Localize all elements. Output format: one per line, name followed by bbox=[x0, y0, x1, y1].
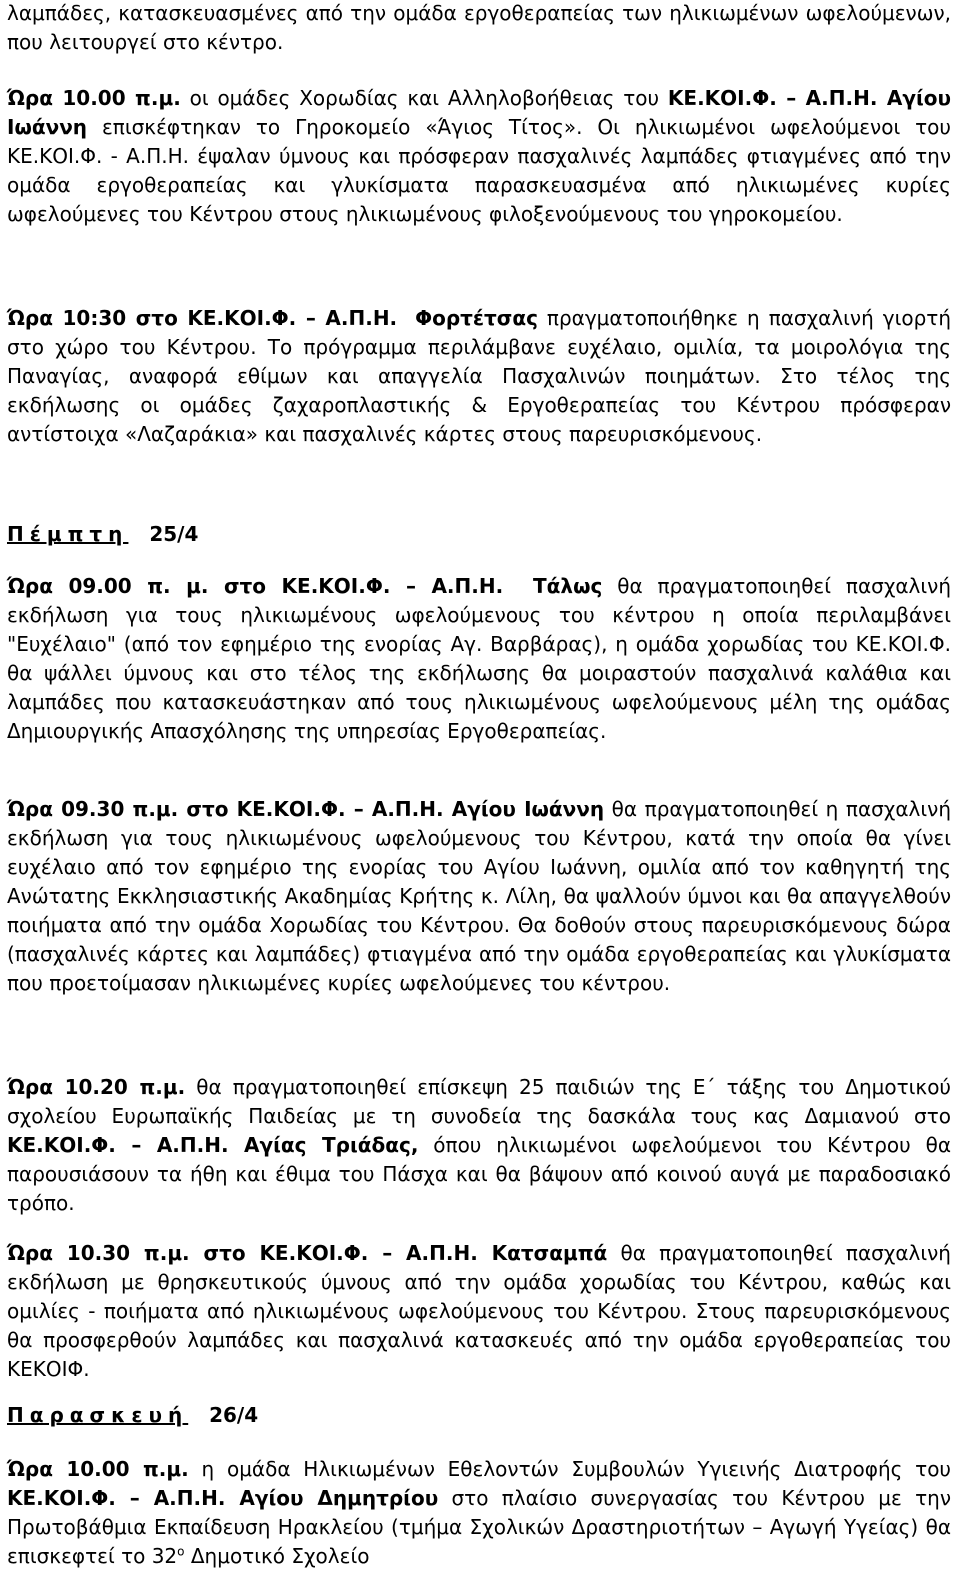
day-date: 26/4 bbox=[209, 1403, 259, 1427]
paragraph-intro-continuation bbox=[7, 0, 951, 57]
center-name: ΚΕ.ΚΟΙ.Φ. – Α.Π.Η. Αγίου Δημητρίου bbox=[7, 1486, 439, 1510]
event-time: Ώρα 10.20 π.μ. bbox=[7, 1075, 186, 1099]
paragraph-text: θα πραγματοποιηθεί πασχαλινή εκδήλωση με θρησκευτικούς ύμνους από την ομάδα χορωδίας του Κέντρου, καθώς και ομιλίες - ποιήματα από ηλικιωμένους ωφελούμενους του Κέντρου. Στους παρευρισκόμενους θα προσφερθούν λαμπάδες και πασχαλινά κατασκευές από την ομάδα εργοθεραπείας του ΚΕΚΟΙΦ. bbox=[7, 1241, 951, 1381]
paragraph-event-1030 bbox=[7, 304, 951, 449]
paragraph-event-1000 bbox=[7, 84, 951, 229]
paragraph-text: οι ομάδες Χορωδίας και Αλληλοβοήθειας του bbox=[180, 86, 668, 110]
event-time: Ώρα 10.00 π.μ. bbox=[7, 86, 181, 110]
center-name: ΚΕ.ΚΟΙ.Φ. – Α.Π.Η. Αγίου Ιωάννη bbox=[7, 86, 951, 139]
spacer bbox=[397, 306, 415, 330]
paragraph-event-1000-friday bbox=[7, 1455, 951, 1571]
center-name: ΚΕ.ΚΟΙ.Φ. – Α.Π.Η. Αγίας Τριάδας, bbox=[7, 1133, 419, 1157]
paragraph-text: θα πραγματοποιηθεί η πασχαλινή εκδήλωση για τους ηλικιωμένους ωφελούμενους του Κέντρου, κατά την οποία θα γίνει ευχέλαιο από τον εφημέριο της ενορίας του Αγίου Ιωάννη, ομιλία από τον καθηγητή της Ανώτατης Εκκλησιαστικής Ακαδημίας Κρήτης κ. Λίλη, θα ψαλλούν ύμνοι και θα απαγγελθούν ποιήματα από την ομάδα Χορωδίας του Κέντρου. Θα δοθούν στους παρευρισκόμενους δώρα (πασχαλινές κάρτες και λαμπάδες) φτιαγμένα από την ομάδα εργοθεραπείας και γλυκίσματα που προετοίμασαν ηλικιωμένες κυρίες ωφελούμενες του κέντρου. bbox=[7, 797, 951, 995]
day-name: Πέμπτη bbox=[7, 522, 129, 546]
paragraph-text: πραγματοποιήθηκε η πασχαλινή γιορτή στο χώρο του Κέντρου. Το πρόγραμμα περιλάμβανε ευχέλαιο, ομιλία, τα μοιρολόγια της Παναγίας, αναφορά εθίμων και απαγγελία Πασχαλινών ποιημάτων. Στο τέλος της εκδήλωσης οι ομάδες ζαχαροπλαστικής & Εργοθεραπείας του Κέντρου πρόσφεραν αντίστοιχα «Λαζαράκια» και πασχαλινές κάρτες στους παρευρισκόμενους. bbox=[7, 306, 951, 446]
paragraph-event-1020 bbox=[7, 1073, 951, 1218]
paragraph-text: θα πραγματοποιηθεί επίσκεψη 25 παιδιών της Ε΄ τάξης του Δημοτικού σχολείου Ευρωπαϊκής Παιδείας με τη συνοδεία της δασκάλα τους κας Δαμιανού στο bbox=[7, 1075, 952, 1128]
day-date: 25/4 bbox=[149, 522, 199, 546]
paragraph-event-1030-katsampa bbox=[7, 1239, 951, 1384]
day-name: Παρασκευή bbox=[7, 1403, 189, 1427]
ordinal-superscript: ο bbox=[177, 1544, 185, 1559]
day-heading-thursday bbox=[7, 520, 198, 549]
center-name: Τάλως bbox=[533, 574, 603, 598]
paragraph-text: θα πραγματοποιηθεί πασχαλινή εκδήλωση για τους ηλικιωμένους ωφελούμενους του κέντρου η οποία περιλαμβάνει "Ευχέλαιο" (από τον εφημέριο της ενορίας Αγ. Βαρβάρας), η ομάδα χορωδίας του ΚΕ.ΚΟΙ.Φ. θα ψάλλει ύμνους και στο τέλος της εκδήλωσης θα μοιραστούν πασχαλινά καλάθια και λαμπάδες που κατασκευάστηκαν από τους ηλικιωμένους ωφελούμενους μέλη της ομάδας Δημιουργικής Απασχόλησης της υπηρεσίας Εργοθεραπείας. bbox=[7, 574, 952, 743]
event-time: Ώρα 09.30 π.μ. στο ΚΕ.ΚΟΙ.Φ. – Α.Π.Η. Αγίου Ιωάννη bbox=[7, 797, 605, 821]
event-time: Ώρα 09.00 π. μ. στο ΚΕ.ΚΟΙ.Φ. – Α.Π.Η. bbox=[7, 574, 504, 598]
event-time: Ώρα 10.30 π.μ. στο ΚΕ.ΚΟΙ.Φ. – Α.Π.Η. Κατσαμπά bbox=[7, 1241, 608, 1265]
event-time: Ώρα 10:30 στο ΚΕ.ΚΟΙ.Φ. – Α.Π.Η. bbox=[7, 306, 398, 330]
paragraph-text: Δημοτικό Σχολείο bbox=[184, 1544, 370, 1568]
paragraph-event-0900 bbox=[7, 572, 951, 746]
event-time: Ώρα 10.00 π.μ. bbox=[7, 1457, 189, 1481]
paragraph-text: στο πλαίσιο συνεργασίας του Κέντρου με την Πρωτοβάθμια Εκπαίδευση Ηρακλείου (τμήμα Σχολικών Δραστηριοτήτων – Αγωγή Υγείας) θα επισκεφτεί το 32 bbox=[7, 1486, 951, 1568]
paragraph-text: επισκέφτηκαν το Γηροκομείο «Άγιος Τίτος». Οι ηλικιωμένοι ωφελούμενοι του ΚΕ.ΚΟΙ.Φ. - Α.Π.Η. έψαλαν ύμνους και πρόσφεραν πασχαλινές λαμπάδες φτιαγμένες από την ομάδα εργοθεραπείας και γλυκίσματα παρασκευασμένα από ηλικιωμένες κυρίες ωφελούμενες του Κέντρου στους ηλικιωμένους φιλοξενούμενους του γηροκομείου. bbox=[7, 115, 951, 226]
day-heading-friday bbox=[7, 1401, 258, 1430]
paragraph-event-0930 bbox=[7, 795, 951, 998]
center-name: Φορτέτσας bbox=[415, 306, 538, 330]
paragraph-text: η ομάδα Ηλικιωμένων Εθελοντών Συμβουλών Υγιεινής Διατροφής του bbox=[188, 1457, 952, 1481]
spacer bbox=[503, 574, 533, 598]
paragraph-text: λαμπάδες, κατασκευασμένες από την ομάδα εργοθεραπείας των ηλικιωμένων ωφελούμενων, που λειτουργεί στο κέντρο. bbox=[7, 1, 951, 54]
paragraph-text: όπου ηλικιωμένοι ωφελούμενοι του Κέντρου θα παρουσιάσουν τα ήθη και έθιμα του Πάσχα και θα βάψουν από κοινού αυγά με παραδοσιακό τρόπο. bbox=[7, 1133, 951, 1215]
